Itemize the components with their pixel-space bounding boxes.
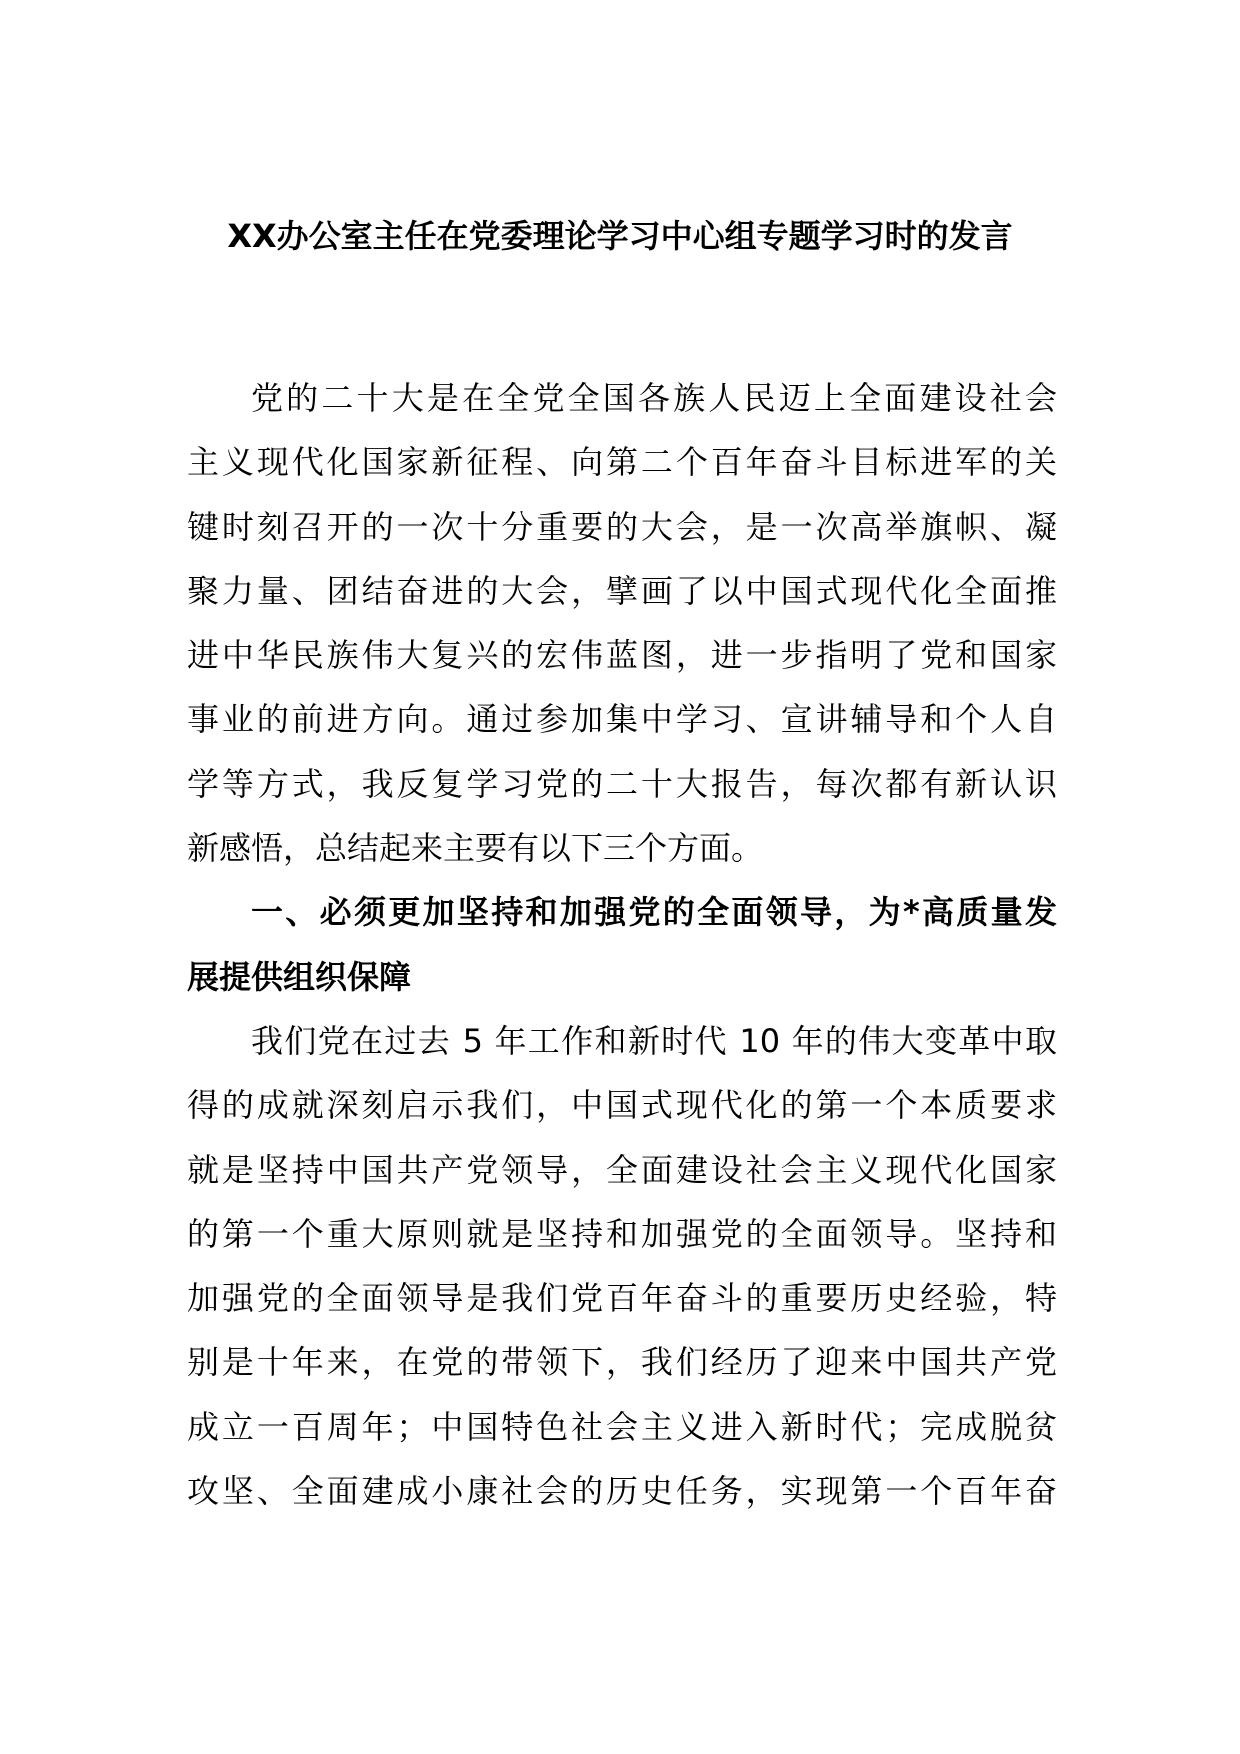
document-body	[187, 366, 1057, 1523]
section-heading-line: 展提供组织保障	[187, 957, 412, 996]
paragraph-line: 的第一个重大原则就是坚持和加强党的全面领导。坚持和	[187, 1214, 1057, 1253]
document-title: XX办公室主任在党委理论学习中心组专题学习时的发言	[227, 217, 1013, 255]
paragraph-line: 就是坚持中国共产党领导，全面建设社会主义现代化国家	[187, 1150, 1057, 1189]
paragraph-line: 新感悟，总结起来主要有以下三个方面。	[187, 829, 764, 868]
section-heading-line: 一、必须更加坚持和加强党的全面领导，为*高质量发	[251, 893, 1057, 932]
paragraph-line: 事业的前进方向。通过参加集中学习、宣讲辅导和个人自	[187, 700, 1057, 739]
paragraph-line: 进中华民族伟大复兴的宏伟蓝图，进一步指明了党和国家	[187, 636, 1057, 675]
paragraph-line: 主义现代化国家新征程、向第二个百年奋斗目标进军的关	[187, 443, 1057, 482]
paragraph-line: 聚力量、团结奋进的大会，擘画了以中国式现代化全面推	[187, 571, 1057, 610]
paragraph-line: 键时刻召开的一次十分重要的大会，是一次高举旗帜、凝	[187, 507, 1057, 546]
paragraph-line: 党的二十大是在全党全国各族人民迈上全面建设社会	[251, 379, 1057, 417]
paragraph-line: 别是十年来，在党的带领下，我们经历了迎来中国共产党	[187, 1343, 1057, 1382]
paragraph-line: 学等方式，我反复学习党的二十大报告，每次都有新认识	[187, 764, 1057, 803]
paragraph-line: 得的成就深刻启示我们，中国式现代化的第一个本质要求	[187, 1086, 1057, 1125]
paragraph-line: 攻坚、全面建成小康社会的历史任务，实现第一个百年奋	[187, 1472, 1057, 1511]
paragraph-line: 加强党的全面领导是我们党百年奋斗的重要历史经验，特	[187, 1279, 1057, 1318]
paragraph-line: 我们党在过去 5 年工作和新时代 10 年的伟大变革中取	[251, 1021, 1057, 1060]
paragraph-line: 成立一百周年；中国特色社会主义进入新时代；完成脱贫	[187, 1407, 1057, 1446]
